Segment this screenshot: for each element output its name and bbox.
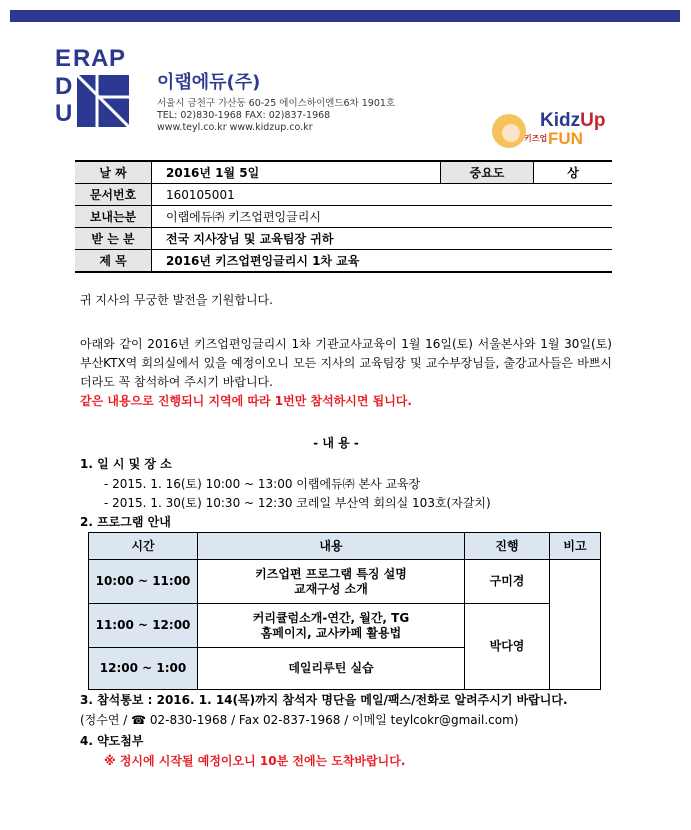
logo-letter: R [73, 45, 91, 72]
logo-letter: A [91, 45, 109, 72]
logo-up: Up [580, 110, 606, 131]
logo-letter: D [55, 73, 73, 100]
program-table [88, 532, 601, 690]
subject-value: 2016년 키즈업편잉글리시 1차 교육 [152, 250, 613, 273]
kidzup-logo [490, 110, 620, 150]
address: 서울시 금천구 가산동 60-25 에이스하이엔드6차 1901호 [157, 98, 396, 109]
item-3: 3. 참석통보 : 2016. 1. 14(목)까지 참석자 명단을 메일/팩스/전화로 알려주시기 바랍니다. [80, 693, 568, 707]
item-4: 4. 약도첨부 [80, 734, 144, 748]
greeting: 귀 지사의 무궁한 발전을 기원합니다. [80, 293, 273, 307]
logo-mark-icon [77, 75, 129, 127]
content-cell: 커리큘럼소개-연간, 월간, TG 홈페이지, 교사카페 활용법 [198, 604, 465, 648]
phone: TEL: 02)830-1968 FAX: 02)837-1968 [157, 110, 331, 121]
logo-kidz: Kidz [540, 110, 581, 131]
header-presenter: 진행 [465, 533, 550, 560]
time-cell: 11:00 ~ 12:00 [89, 604, 198, 648]
recipient-value: 전국 지사장님 및 교육팀장 귀하 [152, 228, 613, 250]
company-name: 이랩에듀(주) [157, 72, 261, 93]
logo-letter: E [55, 45, 72, 72]
logo-letter: U [55, 100, 73, 127]
date-label: 날 짜 [75, 161, 152, 184]
docno-value: 160105001 [152, 184, 613, 206]
company-address [157, 98, 395, 134]
arrival-notice: ※ 정시에 시작될 예정이오니 10분 전에는 도착바랍니다. [104, 754, 406, 768]
importance-value: 상 [534, 161, 613, 184]
erap-edu-logo [55, 47, 130, 127]
logo-kr: 키즈업 [524, 134, 548, 143]
sender-value: 이랩에듀㈜ 키즈업편잉글리시 [152, 206, 613, 228]
note-cell [550, 560, 601, 690]
header-content: 내용 [198, 533, 465, 560]
item-1: 1. 일 시 및 장 소 [80, 457, 172, 471]
time-cell: 10:00 ~ 11:00 [89, 560, 198, 604]
item-1b: - 2015. 1. 30(토) 10:30 ~ 12:30 코레일 부산역 회의실 103호(자갈치) [104, 496, 491, 510]
top-bar [10, 10, 680, 22]
girl-icon [492, 114, 526, 148]
docno-label: 문서번호 [75, 184, 152, 206]
document-info-table [75, 160, 612, 273]
content-cell: 데일리루틴 실습 [198, 648, 465, 690]
presenter-cell: 구미경 [465, 560, 550, 604]
time-cell: 12:00 ~ 1:00 [89, 648, 198, 690]
date-value: 2016년 1월 5일 [152, 161, 441, 184]
recipient-label: 받 는 분 [75, 228, 152, 250]
importance-label: 중요도 [441, 161, 534, 184]
header-time: 시간 [89, 533, 198, 560]
content-cell: 키즈업편 프로그램 특징 설명 교재구성 소개 [198, 560, 465, 604]
item-1a: - 2015. 1. 16(토) 10:00 ~ 13:00 이랩에듀㈜ 본사 교육장 [104, 477, 421, 491]
subject-label: 제 목 [75, 250, 152, 273]
item-3-contact: (정수연 / ☎ 02-830-1968 / Fax 02-837-1968 / 이메일 teylcokr@gmail.com) [80, 713, 519, 727]
logo-fun: FUN [548, 129, 583, 148]
main-paragraph: 아래와 같이 2016년 키즈업편잉글리시 1차 기관교사교육이 1월 16일(토) 서울본사와 1월 30일(토) 부산KTX역 회의실에서 있을 예정이오니 모든 지사의 교육팀장 및 교수부장님들, 출강교사들은 바쁘시더라도 꼭 참석하여 주시기 바랍니다. [80, 337, 612, 389]
section-title: - 내 용 - [313, 436, 359, 450]
sender-label: 보내는분 [75, 206, 152, 228]
websites: www.teyl.co.kr www.kidzup.co.kr [157, 122, 313, 133]
notice: 같은 내용으로 진행되니 지역에 따라 1번만 참석하시면 됩니다. [80, 394, 412, 408]
header-note: 비고 [550, 533, 601, 560]
logo-letter: P [109, 45, 126, 72]
presenter-cell: 박다영 [465, 604, 550, 690]
item-2: 2. 프로그램 안내 [80, 515, 171, 529]
